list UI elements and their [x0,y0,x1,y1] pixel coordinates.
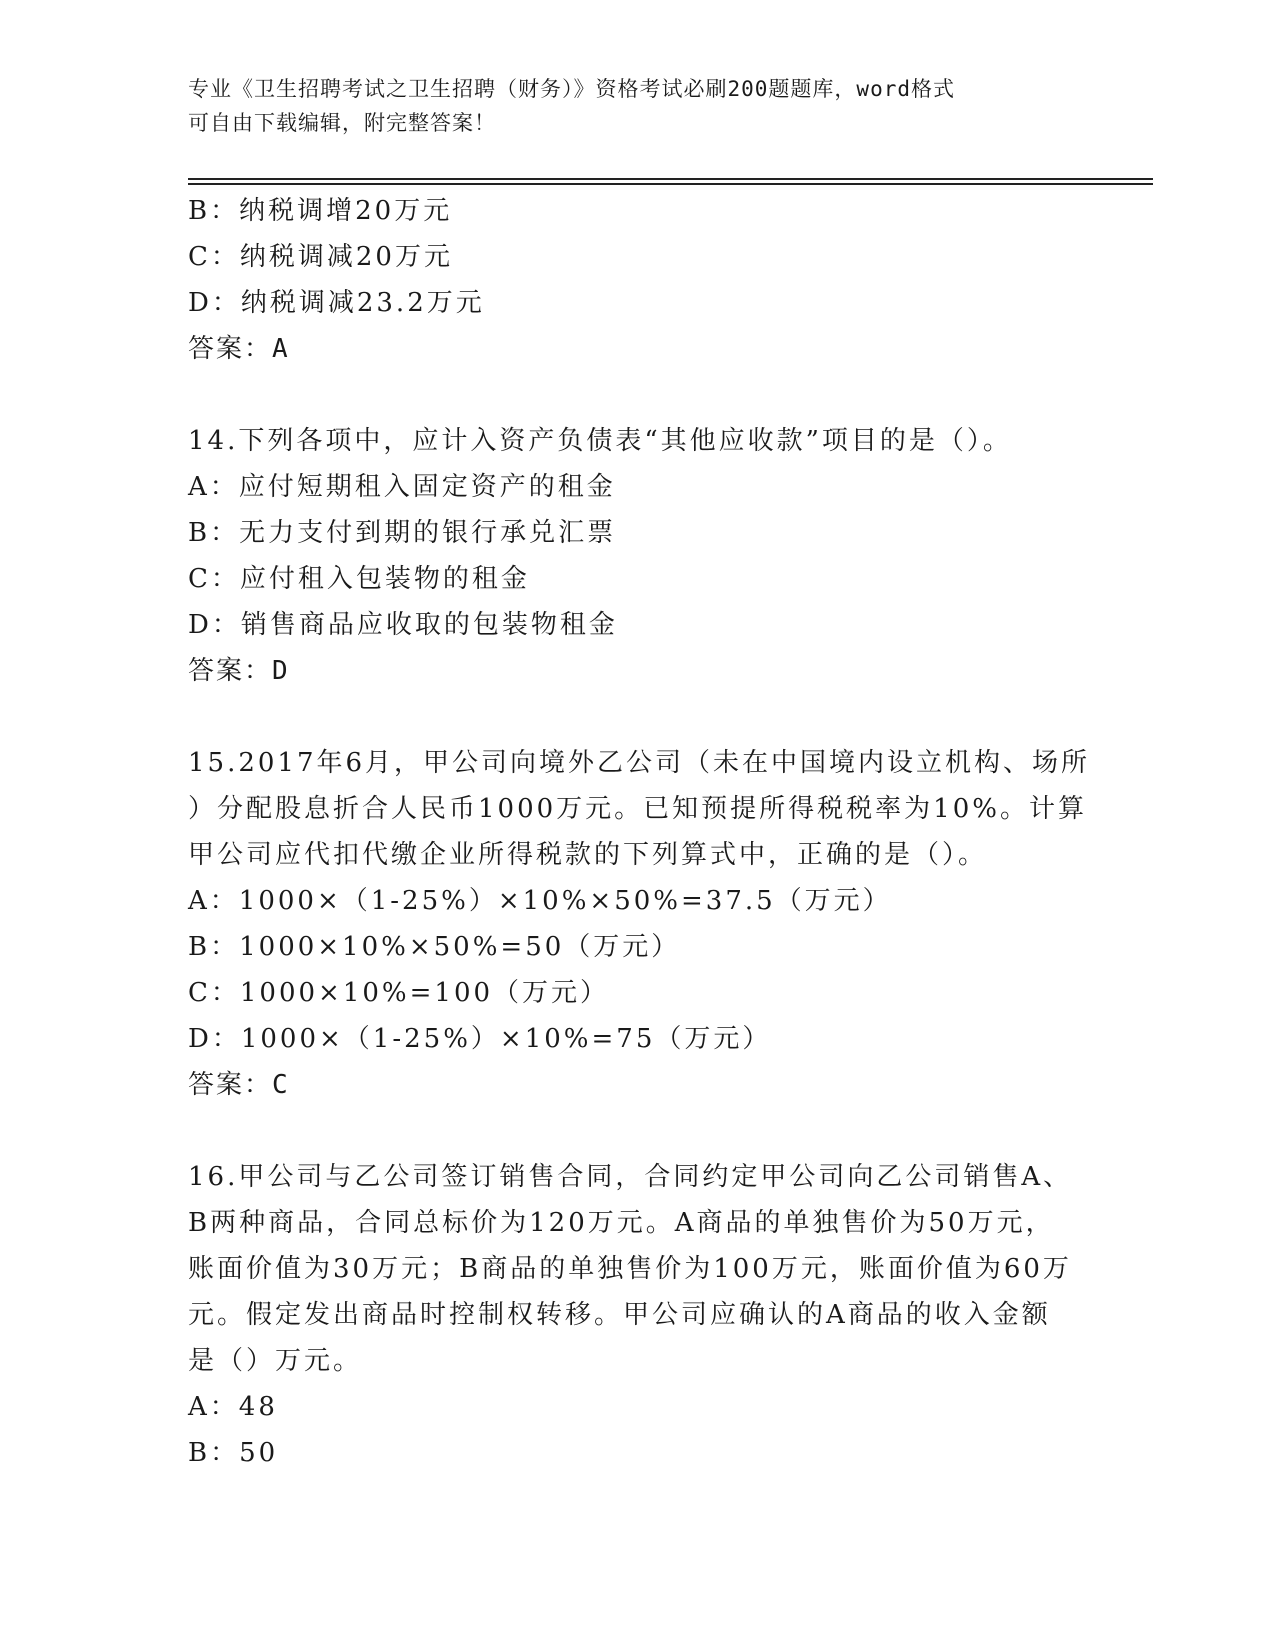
question-15 [188,740,1091,1108]
question-text-line-4: 元。假定发出商品时控制权转移。甲公司应确认的A商品的收入金额 [188,1300,1051,1330]
option-b: B：50 [188,1438,279,1468]
option-a: A：1000×（1-25%）×10%×50%=37.5（万元） [188,886,892,916]
question-text-line-5: 是（）万元。 [188,1346,363,1376]
question-16 [188,1154,1088,1476]
question-text-line-1: 15.2017年6月，甲公司向境外乙公司（未在中国境内设立机构、场所 [188,748,1091,778]
header-title-line-1: 专业《卫生招聘考试之卫生招聘（财务）》资格考试必刷200题题库，word格式 [188,77,955,101]
option-c: C：1000×10%=100（万元） [188,978,610,1008]
option-a: A：应付短期租入固定资产的租金 [188,472,616,502]
option-b: B：无力支付到期的银行承兑汇票 [188,518,617,548]
answer: 答案：A [188,334,290,364]
question-text-line-2: B两种商品，合同总标价为120万元。A商品的单独售价为50万元， [188,1208,1055,1238]
option-b: B：1000×10%×50%=50（万元） [188,932,681,962]
option-c: C：纳税调减20万元 [188,242,453,272]
option-d: D：纳税调减23.2万元 [188,288,485,318]
question-text-line-3: 账面价值为30万元；B商品的单独售价为100万元，账面价值为60万 [188,1254,1072,1284]
document-header [188,72,1068,140]
question-text-line-2: ）分配股息折合人民币1000万元。已知预提所得税税率为10%。计算 [188,794,1087,824]
header-title-line-2: 可自由下载编辑，附完整答案！ [188,111,496,135]
spacer [188,694,1088,740]
option-b: B：纳税调增20万元 [188,196,453,226]
option-a: A：48 [188,1392,278,1422]
question-text-line-3: 甲公司应代扣代缴企业所得税款的下列算式中，正确的是（）。 [188,840,988,870]
question-13-tail [188,188,1088,372]
question-14 [188,418,1088,694]
spacer [188,1108,1088,1154]
spacer [188,372,1088,418]
option-d: D：1000×（1-25%）×10%=75（万元） [188,1024,772,1054]
question-content [188,188,1091,1476]
option-c: C：应付租入包装物的租金 [188,564,530,594]
header-divider-bottom [188,183,1153,185]
question-text: 14.下列各项中，应计入资产负债表“其他应收款”项目的是（）。 [188,426,1012,456]
answer: 答案：D [188,656,290,686]
header-divider-top [188,178,1153,180]
option-d: D：销售商品应收取的包装物租金 [188,610,618,640]
question-text-line-1: 16.甲公司与乙公司签订销售合同，合同约定甲公司向乙公司销售A、 [188,1162,1073,1192]
answer: 答案：C [188,1070,290,1100]
